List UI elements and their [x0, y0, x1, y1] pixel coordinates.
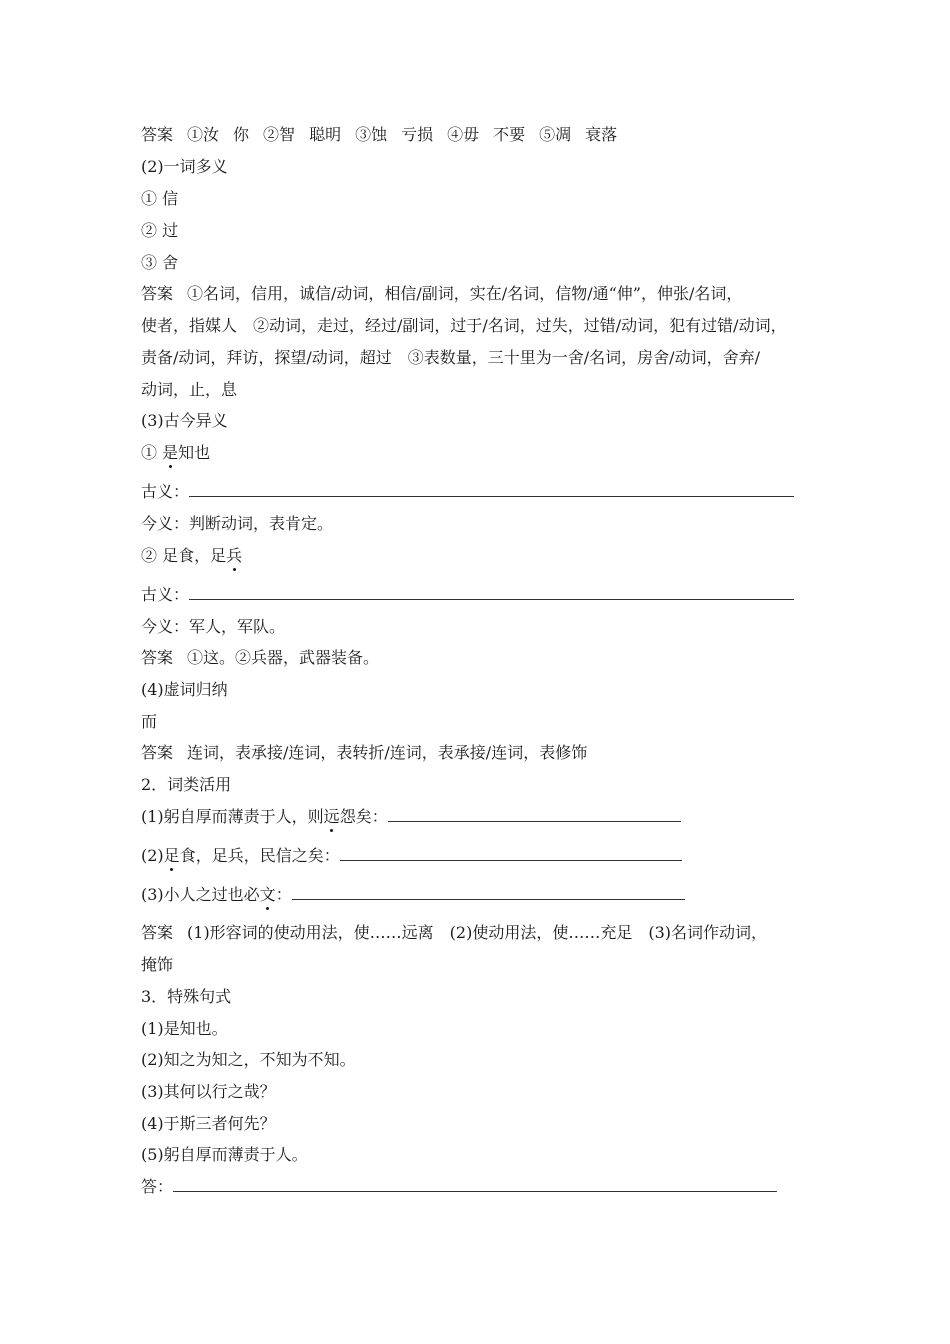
answer-text: ①名词，信用，诚信/动词，相信/副词，实在/名词，信物/通“伸”，伸张/名词，	[187, 284, 743, 303]
answer-text: 连词，表承接/连词，表转折/连词，表承接/连词，表修饰	[187, 743, 588, 762]
emphasis-char: 远	[323, 807, 340, 826]
answer-item: ③蚀	[355, 125, 388, 144]
answer-line	[141, 284, 742, 304]
answer-item: 你	[233, 125, 250, 144]
function-word: 而	[141, 712, 158, 731]
answer-text: 动词，止，息	[141, 380, 238, 399]
question-item	[141, 846, 682, 866]
list-item: (5)躬自厚而薄责于人。	[141, 1145, 308, 1164]
question-text: (3)小人之过也必	[141, 885, 260, 904]
answer-label: 答案	[141, 743, 174, 762]
answer-label: 答案	[141, 923, 174, 942]
list-item: ② 过	[141, 221, 179, 240]
emphasis-char: 兵	[226, 546, 243, 565]
question-text: 怨矣：	[339, 807, 388, 826]
emphasis-char: 足	[163, 846, 180, 865]
question-item	[141, 546, 242, 566]
question-text: ①	[141, 443, 163, 462]
answer-blank-line	[141, 585, 794, 605]
answer-item: 不要	[493, 125, 526, 144]
section-heading: 2．词类活用	[141, 775, 232, 794]
answer-item: ⑤凋	[539, 125, 572, 144]
answer-blank[interactable]	[388, 807, 681, 822]
answer-blank-line	[141, 1177, 777, 1197]
question-item	[141, 443, 210, 463]
answer-text: ①这。②兵器，武器装备。	[187, 648, 380, 667]
answer-line	[141, 923, 767, 943]
list-item: ③ 舍	[141, 253, 179, 272]
question-item	[141, 885, 685, 905]
answer-item: ④毋	[447, 125, 480, 144]
section-heading: 3．特殊句式	[141, 987, 232, 1006]
answer-text: 使者，指媒人 ②动词，走过，经过/副词，过于/名词，过失，过错/动词，犯有过错/动词，	[141, 316, 787, 335]
section-heading: (3)古今异义	[141, 411, 228, 430]
vocab-answer-line	[141, 125, 617, 145]
meaning-line: 今义：判断动词，表肯定。	[141, 514, 334, 533]
answer-blank[interactable]	[292, 885, 685, 900]
list-item: ① 信	[141, 189, 179, 208]
answer-text: 掩饰	[141, 955, 174, 974]
list-item: (4)于斯三者何先？	[141, 1114, 276, 1133]
question-text: 知也	[178, 443, 211, 462]
answer-text: 责备/动词，拜访，探望/动词，超过 ③表数量，三十里为一舍/名词，房舍/动词，舍弃/	[141, 348, 760, 367]
answer-blank[interactable]	[340, 846, 682, 861]
answer-blank[interactable]	[189, 482, 794, 497]
meaning-line: 今义：军人，军队。	[141, 617, 286, 636]
blank-label: 古义：	[141, 482, 190, 501]
question-text: 食，足兵，民信之矣：	[179, 846, 340, 865]
answer-item: ①汝	[187, 125, 220, 144]
question-text: ② 足食，足	[141, 546, 227, 565]
answer-text: (1)形容词的使动用法，使……远离 (2)使动用法，使……充足 (3)名词作动词，	[187, 923, 768, 942]
emphasis-char: 是	[162, 443, 179, 462]
list-item: (1)是知也。	[141, 1019, 228, 1038]
answer-item: 亏损	[401, 125, 434, 144]
section-heading: (2)一词多义	[141, 157, 228, 176]
emphasis-char: 文	[259, 885, 276, 904]
answer-label: 答案	[141, 648, 174, 667]
answer-item: ②智	[263, 125, 296, 144]
answer-item: 衰落	[585, 125, 618, 144]
question-text: (1)躬自厚而薄责于人，则	[141, 807, 324, 826]
section-heading: (4)虚词归纳	[141, 680, 228, 699]
list-item: (3)其何以行之哉？	[141, 1082, 276, 1101]
answer-line	[141, 648, 379, 668]
question-item	[141, 807, 681, 827]
answer-blank[interactable]	[189, 585, 794, 600]
question-text: (2)	[141, 846, 164, 865]
answer-item: 聪明	[309, 125, 342, 144]
list-item: (2)知之为知之，不知为不知。	[141, 1050, 356, 1069]
answer-label: 答案	[141, 125, 174, 144]
answer-line	[141, 743, 587, 763]
answer-label: 答案	[141, 284, 174, 303]
answer-blank-line	[141, 482, 794, 502]
answer-blank[interactable]	[173, 1177, 777, 1192]
blank-label: 古义：	[141, 585, 190, 604]
blank-label: 答：	[141, 1177, 174, 1196]
question-text: ：	[275, 885, 292, 904]
